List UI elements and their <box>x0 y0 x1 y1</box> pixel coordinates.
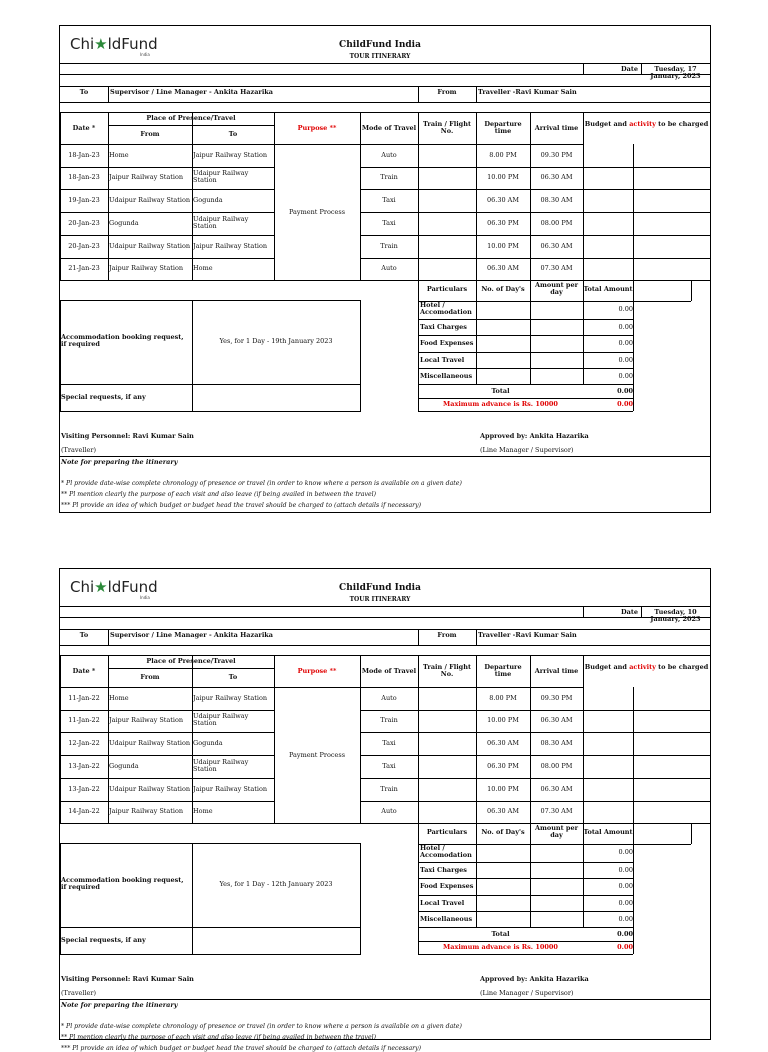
col-train: Train / Flight No. <box>423 120 471 136</box>
note-2: ** Pl mention clearly the purpose of each visit and also leave (if being availed in between the travel) <box>61 491 377 498</box>
row-mode: Train <box>380 716 398 724</box>
rule <box>108 144 109 281</box>
amount-day-header: Amount per day <box>534 281 579 297</box>
expense-label: Local Travel <box>420 899 465 907</box>
row-date: 11-Jan-22 <box>68 716 100 724</box>
logo-star-icon: ★ <box>94 35 108 53</box>
expense-label: Taxi Charges <box>420 866 467 874</box>
note-3: *** Pl provide an idea of which budget or budget head the travel should be charged to (attach details if necessary) <box>61 1045 422 1052</box>
rule <box>476 629 477 645</box>
doc-subtitle: TOUR ITINERARY <box>349 53 411 60</box>
col-budget <box>583 121 710 128</box>
expense-amount: 0.00 <box>618 305 633 313</box>
row-mode: Train <box>380 242 398 250</box>
note-2: ** Pl mention clearly the purpose of each visit and also leave (if being availed in between the travel) <box>61 1034 377 1041</box>
rule <box>60 112 710 113</box>
rule <box>583 844 584 927</box>
rule <box>418 878 633 879</box>
expense-label: Miscellaneous <box>420 372 473 380</box>
rule <box>360 801 710 802</box>
col-date: Date * <box>72 667 96 675</box>
approved-by: Approved by: Ankita Hazarika <box>480 432 589 440</box>
row-arrival: 07.30 AM <box>540 807 573 815</box>
rule <box>583 687 584 824</box>
rule <box>360 732 710 733</box>
rule <box>710 655 711 687</box>
rule <box>418 319 633 320</box>
row-departure: 06.30 AM <box>486 264 520 272</box>
date-label: Date <box>621 608 638 616</box>
org-title: ChildFund India <box>339 583 421 593</box>
visiting-personnel: Visiting Personnel: Ravi Kumar Sain <box>61 975 194 983</box>
row-from: Home <box>109 694 129 702</box>
row-arrival: 08.00 PM <box>540 219 573 227</box>
row-departure: 8.00 PM <box>489 694 517 702</box>
row-from: Udaipur Railway Station <box>109 785 191 793</box>
days-header: No. of Day's <box>481 828 525 836</box>
to-value: Supervisor / Line Manager - Ankita Hazarika <box>110 631 274 639</box>
row-date: 21-Jan-23 <box>68 264 100 272</box>
rule <box>633 927 634 954</box>
row-from: Udaipur Railway Station <box>109 739 191 747</box>
rule <box>60 687 61 824</box>
accommodation-label: Accommodation booking request, if required <box>61 333 184 349</box>
expense-amount: 0.00 <box>618 356 633 364</box>
rule <box>60 280 710 281</box>
row-to: Jaipur Railway Station <box>193 694 268 702</box>
rule <box>418 895 633 896</box>
from-label: From <box>437 631 457 639</box>
expense-label: Local Travel <box>420 356 465 364</box>
rule <box>418 911 633 912</box>
org-title: ChildFund India <box>339 40 421 50</box>
purpose-value: Payment Process <box>288 751 346 759</box>
row-date: 18-Jan-23 <box>68 173 100 181</box>
expense-amount: 0.00 <box>618 323 633 331</box>
accommodation-label: Accommodation booking request, if required <box>61 876 184 892</box>
rule <box>418 398 633 399</box>
rule <box>360 235 710 236</box>
rule <box>192 687 193 824</box>
row-to: Jaipur Railway Station <box>193 151 268 159</box>
rule <box>476 144 477 281</box>
approved-by: Approved by: Ankita Hazarika <box>480 975 589 983</box>
col-place-from: From <box>140 673 160 681</box>
rule <box>192 144 193 281</box>
particulars-header: Particulars <box>426 285 468 293</box>
special-label: Special requests, if any <box>61 936 146 944</box>
rule <box>633 280 634 301</box>
rule <box>418 335 633 336</box>
expense-amount: 0.00 <box>618 899 633 907</box>
rule <box>192 927 193 955</box>
row-to: Udaipur Railway Station <box>193 758 249 774</box>
row-departure: 06.30 AM <box>486 739 520 747</box>
rule <box>583 301 584 384</box>
row-to: Jaipur Railway Station <box>193 785 268 793</box>
row-mode: Train <box>380 785 398 793</box>
row-date: 18-Jan-23 <box>68 151 100 159</box>
rule <box>60 102 710 103</box>
rule <box>60 655 710 656</box>
expense-amount: 0.00 <box>618 866 633 874</box>
total-amount-header: Total Amount <box>583 828 633 836</box>
row-date: 13-Jan-22 <box>68 762 100 770</box>
row-departure: 06.30 PM <box>487 762 519 770</box>
row-arrival: 06.30 AM <box>540 785 573 793</box>
budget-text-red: activity <box>629 120 656 128</box>
doc-subtitle: TOUR ITINERARY <box>349 596 411 603</box>
row-to: Udaipur Railway Station <box>193 712 249 728</box>
row-arrival: 06.30 AM <box>540 242 573 250</box>
rule <box>418 927 633 928</box>
row-departure: 06.30 AM <box>486 807 520 815</box>
col-train: Train / Flight No. <box>423 663 471 679</box>
max-advance-value: 0.00 <box>617 400 633 408</box>
rule <box>633 384 634 411</box>
rule <box>691 280 692 301</box>
rule <box>476 86 477 102</box>
col-date: Date * <box>72 124 96 132</box>
row-departure: 8.00 PM <box>489 151 517 159</box>
total-value: 0.00 <box>617 387 633 395</box>
row-arrival: 06.30 AM <box>540 716 573 724</box>
max-advance-label: Maximum advance is Rs. 10000 <box>443 400 558 408</box>
note-title: Note for preparing the itinerary <box>61 1001 178 1009</box>
row-mode: Auto <box>381 264 397 272</box>
col-arrival: Arrival time <box>534 667 579 675</box>
logo-subtext: India <box>140 52 150 57</box>
rule <box>108 687 109 824</box>
rule <box>360 755 710 756</box>
row-mode: Train <box>380 173 398 181</box>
row-arrival: 09.30 PM <box>540 694 573 702</box>
rule <box>418 687 419 824</box>
rule <box>60 645 710 646</box>
expense-amount: 0.00 <box>618 915 633 923</box>
expense-label: Taxi Charges <box>420 323 467 331</box>
col-place-to: To <box>228 130 238 138</box>
logo-text: ldFund <box>107 35 158 53</box>
row-departure: 10.00 PM <box>487 173 519 181</box>
rule <box>418 941 633 942</box>
rule <box>476 112 477 144</box>
rule <box>360 144 361 281</box>
col-arrival: Arrival time <box>534 124 579 132</box>
rule <box>633 687 634 824</box>
row-arrival: 09.30 PM <box>540 151 573 159</box>
rule <box>60 144 61 281</box>
row-date: 20-Jan-23 <box>68 219 100 227</box>
rule <box>60 63 710 64</box>
row-from: Jaipur Railway Station <box>109 173 184 181</box>
rule <box>418 368 633 369</box>
rule <box>476 301 477 384</box>
from-value: Traveller -Ravi Kumar Sain <box>478 88 577 96</box>
from-label: From <box>437 88 457 96</box>
days-header: No. of Day's <box>481 285 525 293</box>
max-advance-label: Maximum advance is Rs. 10000 <box>443 943 558 951</box>
rule <box>60 823 710 824</box>
itinerary-sheet-2 <box>59 568 711 1052</box>
note-title: Note for preparing the itinerary <box>61 458 178 466</box>
rule <box>633 823 634 844</box>
rule <box>583 144 584 281</box>
logo-star-icon: ★ <box>94 578 108 596</box>
note-1: * Pl provide date-wise complete chronology of presence or travel (in order to know where a person is available on a given date) <box>61 1023 462 1030</box>
row-to: Home <box>193 264 213 272</box>
rule <box>691 823 692 844</box>
rule <box>60 86 710 87</box>
rule <box>633 844 634 927</box>
rule <box>108 668 274 669</box>
rule <box>418 954 633 955</box>
total-label: Total <box>491 930 510 938</box>
total-amount-header: Total Amount <box>583 285 633 293</box>
special-label: Special requests, if any <box>61 393 146 401</box>
rule <box>530 301 531 384</box>
row-departure: 10.00 PM <box>487 242 519 250</box>
total-value: 0.00 <box>617 930 633 938</box>
row-from: Jaipur Railway Station <box>109 807 184 815</box>
expense-label: Miscellaneous <box>420 915 473 923</box>
rule <box>192 384 193 412</box>
row-date: 11-Jan-22 <box>68 694 100 702</box>
row-to: Gogunda <box>193 196 223 204</box>
row-mode: Taxi <box>382 219 396 227</box>
row-from: Jaipur Railway Station <box>109 264 184 272</box>
rule <box>418 301 419 384</box>
row-to: Udaipur Railway Station <box>193 169 249 185</box>
row-mode: Auto <box>381 694 397 702</box>
date-value: Tuesday, 17 January, 2023 <box>650 65 701 81</box>
row-to: Home <box>193 807 213 815</box>
row-from: Home <box>109 151 129 159</box>
row-mode: Taxi <box>382 196 396 204</box>
row-mode: Taxi <box>382 739 396 747</box>
row-mode: Auto <box>381 807 397 815</box>
accommodation-value: Yes, for 1 Day - 19th January 2023 <box>219 337 333 345</box>
rule <box>418 384 633 385</box>
rule <box>476 687 477 824</box>
rule <box>418 352 633 353</box>
to-label: To <box>79 88 89 96</box>
accommodation-value: Yes, for 1 Day - 12th January 2023 <box>219 880 333 888</box>
row-from: Gogunda <box>109 219 139 227</box>
rule <box>108 125 274 126</box>
budget-text: to be charged <box>655 663 709 671</box>
max-advance-value: 0.00 <box>617 943 633 951</box>
date-value: Tuesday, 10 January, 2023 <box>650 608 701 624</box>
col-budget <box>583 664 710 671</box>
manager-role: (Line Manager / Supervisor) <box>480 989 574 997</box>
note-1: * Pl provide date-wise complete chronology of presence or travel (in order to know where a person is available on a given date) <box>61 480 462 487</box>
rule <box>476 844 477 927</box>
rule <box>633 144 634 281</box>
row-to: Gogunda <box>193 739 223 747</box>
rule <box>108 86 109 102</box>
rule <box>530 844 531 927</box>
expense-label: Hotel / Accomodation <box>420 301 472 317</box>
row-arrival: 08.00 PM <box>540 762 573 770</box>
rule <box>60 74 710 75</box>
col-departure: Departure time <box>484 663 522 679</box>
rule <box>360 189 710 190</box>
rule <box>360 710 710 711</box>
rule <box>60 999 710 1000</box>
rule <box>60 629 710 630</box>
rule <box>60 606 710 607</box>
col-place-to: To <box>228 673 238 681</box>
row-arrival: 07.30 AM <box>540 264 573 272</box>
col-mode: Mode of Travel <box>361 667 417 675</box>
rule <box>418 862 633 863</box>
expense-label: Hotel / Accomodation <box>420 844 472 860</box>
traveller-role: (Traveller) <box>61 446 97 454</box>
rule <box>418 112 419 144</box>
rule <box>360 687 361 824</box>
total-label: Total <box>491 387 510 395</box>
from-value: Traveller -Ravi Kumar Sain <box>478 631 577 639</box>
col-mode: Mode of Travel <box>361 124 417 132</box>
logo-text: ldFund <box>107 578 158 596</box>
col-place: Place of Presence/Travel <box>146 657 236 665</box>
row-arrival: 06.30 AM <box>540 173 573 181</box>
purpose-value: Payment Process <box>288 208 346 216</box>
expense-label: Food Expenses <box>420 882 474 890</box>
expense-amount: 0.00 <box>618 339 633 347</box>
budget-text: to be charged <box>655 120 709 128</box>
expense-amount: 0.00 <box>618 372 633 380</box>
rule <box>530 687 531 824</box>
childfund-logo <box>70 35 158 57</box>
rule <box>418 144 419 281</box>
budget-text-red: activity <box>629 663 656 671</box>
expense-amount: 0.00 <box>618 882 633 890</box>
row-arrival: 08.30 AM <box>540 739 573 747</box>
to-label: To <box>79 631 89 639</box>
rule <box>710 112 711 144</box>
row-date: 12-Jan-22 <box>68 739 100 747</box>
row-from: Jaipur Railway Station <box>109 716 184 724</box>
logo-text: Chi <box>70 35 95 53</box>
particulars-header: Particulars <box>426 828 468 836</box>
row-departure: 10.00 PM <box>487 785 519 793</box>
rule <box>108 629 109 645</box>
row-from: Udaipur Railway Station <box>109 196 191 204</box>
row-from: Gogunda <box>109 762 139 770</box>
row-mode: Auto <box>381 151 397 159</box>
rule <box>360 778 710 779</box>
rule <box>476 655 477 687</box>
rule <box>360 167 710 168</box>
rule <box>360 212 710 213</box>
rule <box>60 456 710 457</box>
expense-label: Food Expenses <box>420 339 474 347</box>
rule <box>60 617 710 618</box>
visiting-personnel: Visiting Personnel: Ravi Kumar Sain <box>61 432 194 440</box>
budget-text: Budget and <box>584 120 630 128</box>
date-label: Date <box>621 65 638 73</box>
row-date: 19-Jan-23 <box>68 196 100 204</box>
row-to: Jaipur Railway Station <box>193 242 268 250</box>
amount-day-header: Amount per day <box>534 824 579 840</box>
row-from: Udaipur Railway Station <box>109 242 191 250</box>
childfund-logo <box>70 578 158 600</box>
row-date: 20-Jan-23 <box>68 242 100 250</box>
row-date: 13-Jan-22 <box>68 785 100 793</box>
row-departure: 10.00 PM <box>487 716 519 724</box>
manager-role: (Line Manager / Supervisor) <box>480 446 574 454</box>
row-mode: Taxi <box>382 762 396 770</box>
col-departure: Departure time <box>484 120 522 136</box>
row-arrival: 08.30 AM <box>540 196 573 204</box>
row-date: 14-Jan-22 <box>68 807 100 815</box>
note-3: *** Pl provide an idea of which budget or budget head the travel should be charged to (attach details if necessary) <box>61 502 422 509</box>
rule <box>418 844 419 927</box>
itinerary-sheet-1 <box>59 25 711 513</box>
row-to: Udaipur Railway Station <box>193 215 249 231</box>
col-purpose: Purpose ** <box>297 667 337 675</box>
expense-amount: 0.00 <box>618 848 633 856</box>
col-place-from: From <box>140 130 160 138</box>
rule <box>418 655 419 687</box>
rule <box>530 144 531 281</box>
row-departure: 06.30 AM <box>486 196 520 204</box>
budget-text: Budget and <box>584 663 630 671</box>
col-place: Place of Presence/Travel <box>146 114 236 122</box>
rule <box>418 411 633 412</box>
logo-text: Chi <box>70 578 95 596</box>
rule <box>710 687 711 824</box>
rule <box>633 301 634 384</box>
logo-subtext: India <box>140 595 150 600</box>
traveller-role: (Traveller) <box>61 989 97 997</box>
row-departure: 06.30 PM <box>487 219 519 227</box>
rule <box>710 144 711 281</box>
to-value: Supervisor / Line Manager - Ankita Hazarika <box>110 88 274 96</box>
rule <box>360 258 710 259</box>
col-purpose: Purpose ** <box>297 124 337 132</box>
